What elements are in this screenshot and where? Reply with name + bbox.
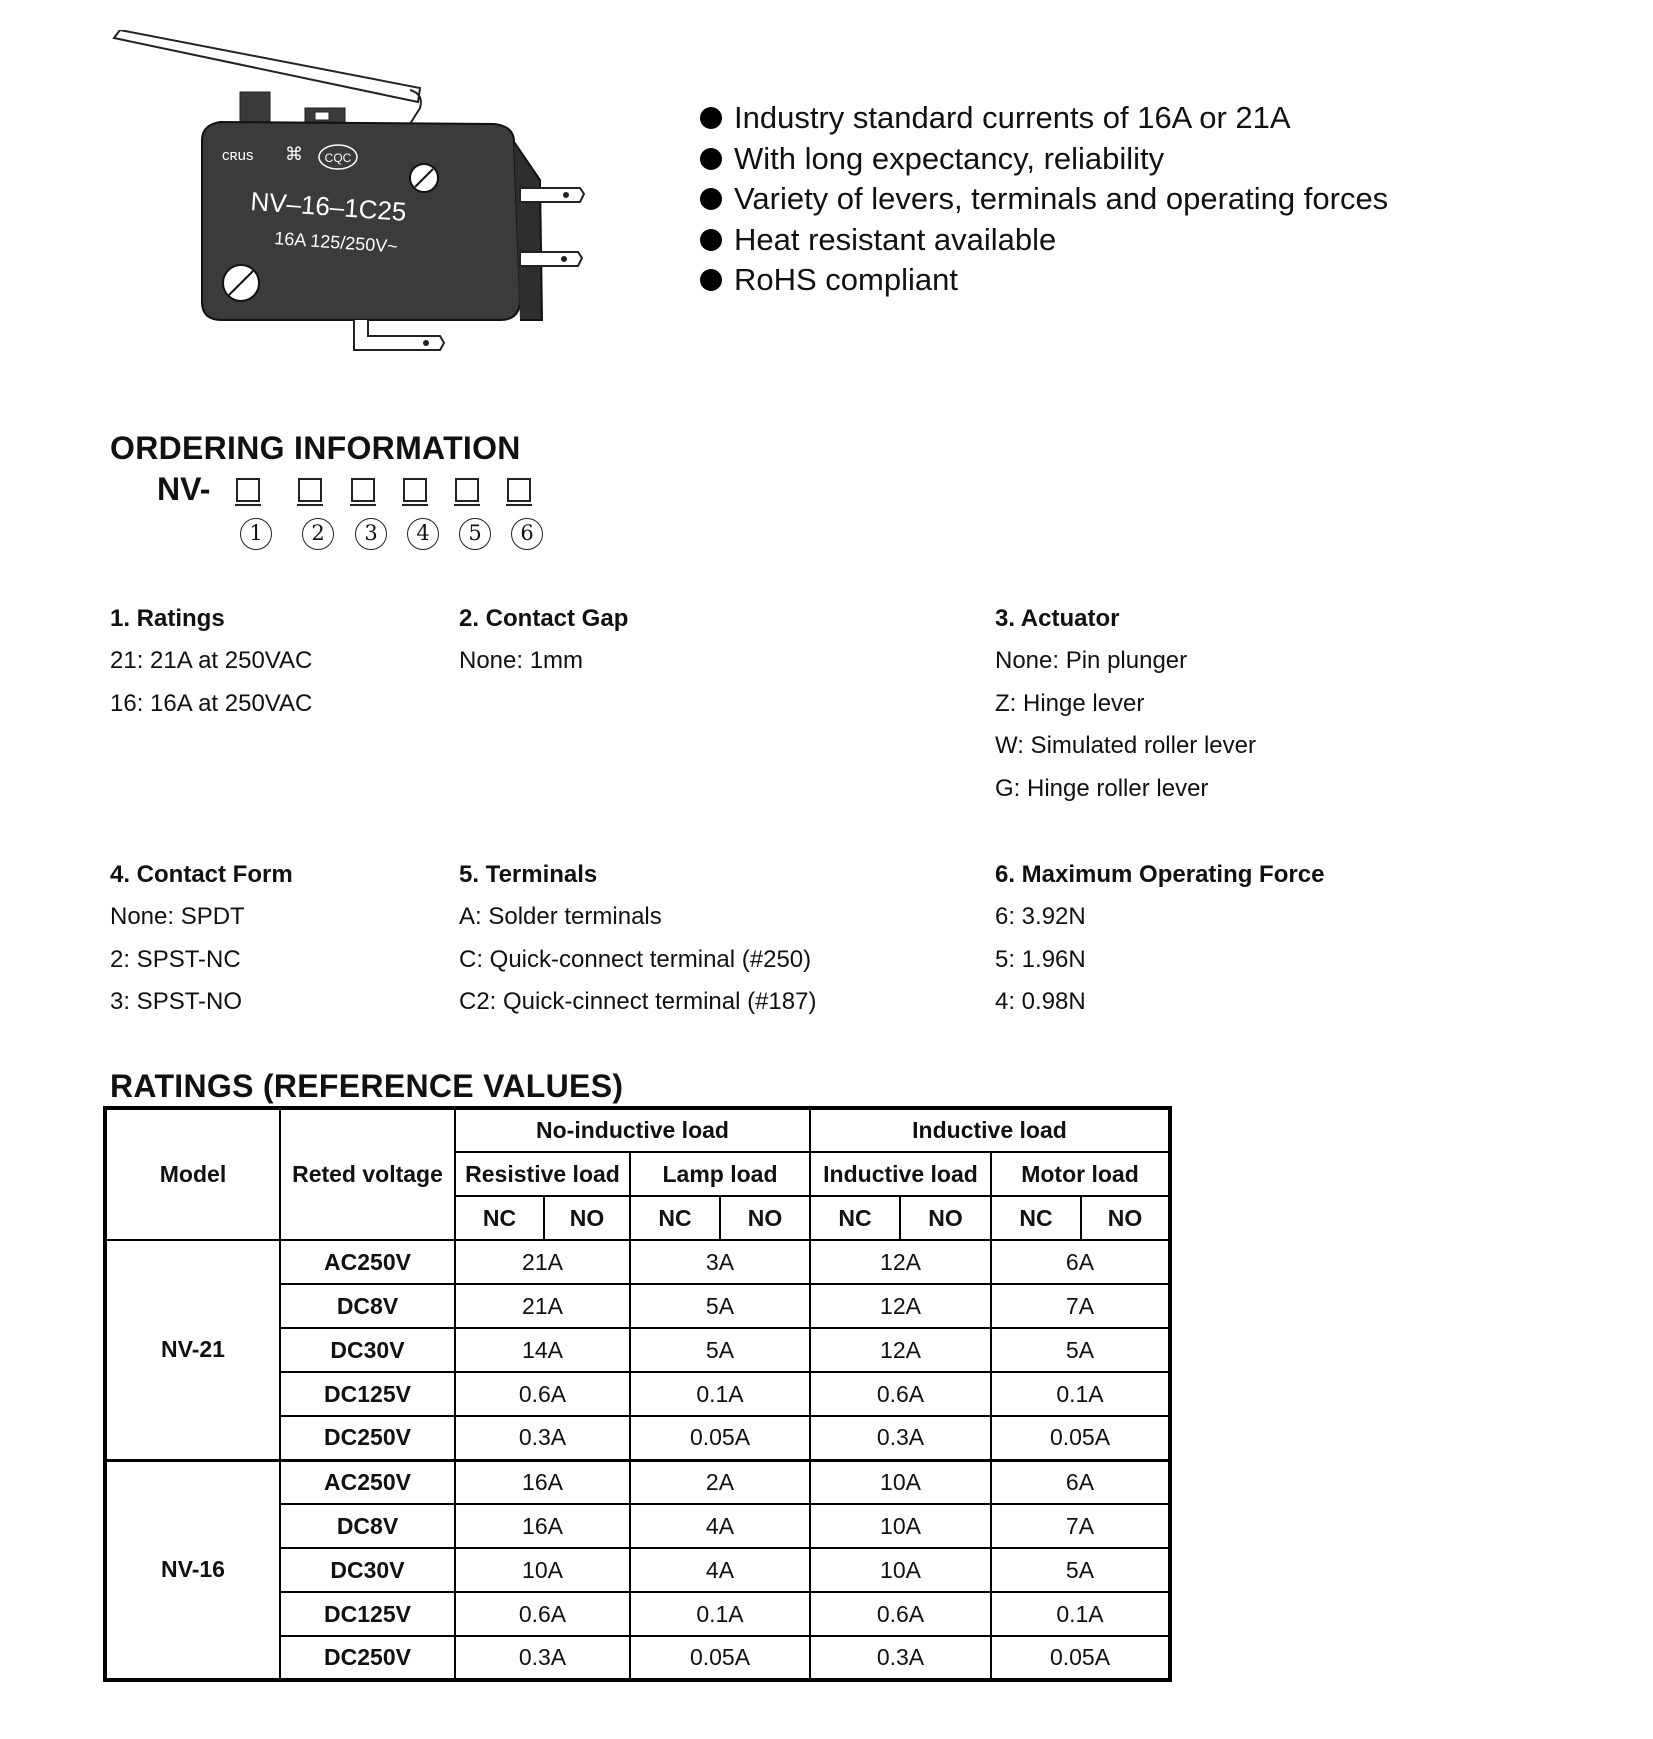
option-item: 3: SPST-NO (110, 988, 243, 1015)
lamp-load-cell: 0.05A (630, 1636, 810, 1680)
inductive-load-cell: 10A (810, 1460, 991, 1504)
table-row (105, 1240, 1170, 1284)
motor-load-cell: 7A (991, 1284, 1170, 1328)
option-item: Z: Hinge lever (995, 689, 1145, 717)
resistive-load-cell: 16A (455, 1504, 630, 1548)
header-motor-load: Motor load (991, 1152, 1170, 1196)
inductive-load-cell: 0.3A (810, 1416, 991, 1460)
code-box-5 (455, 478, 479, 502)
feature-text: Variety of levers, terminals and operating forces (734, 181, 1389, 216)
header-resistive-load: Resistive load (455, 1152, 630, 1196)
option-heading: 6. Maximum Operating Force (995, 861, 1325, 888)
resistive-load-cell: 0.6A (455, 1372, 630, 1416)
bullet-icon (700, 188, 722, 210)
option-item: None: Pin plunger (995, 647, 1188, 674)
lamp-load-cell: 4A (630, 1504, 810, 1548)
header-lamp-load: Lamp load (630, 1152, 810, 1196)
voltage-cell: DC8V (280, 1504, 455, 1548)
ratings-table-body (105, 1240, 1170, 1680)
voltage-cell: AC250V (280, 1460, 455, 1504)
option-heading: 2. Contact Gap (459, 605, 629, 632)
option-group-ratings (110, 604, 312, 731)
feature-list (700, 98, 1388, 301)
lamp-load-cell: 5A (630, 1328, 810, 1372)
motor-load-cell: 7A (991, 1504, 1170, 1548)
bullet-icon (700, 269, 722, 291)
code-position-3: 3 (355, 518, 387, 550)
inductive-load-cell: 10A (810, 1548, 991, 1592)
header-no: NO (1081, 1196, 1170, 1240)
motor-load-cell: 0.1A (991, 1592, 1170, 1636)
motor-load-cell: 6A (991, 1240, 1170, 1284)
voltage-cell: DC30V (280, 1548, 455, 1592)
feature-text: Heat resistant available (734, 221, 1057, 257)
bullet-icon (700, 107, 722, 129)
feature-item (700, 179, 1388, 220)
option-heading: 3. Actuator (995, 605, 1120, 632)
motor-load-cell: 0.05A (991, 1636, 1170, 1680)
ratings-title: RATINGS (REFERENCE VALUES) (110, 1068, 624, 1104)
resistive-load-cell: 0.3A (455, 1636, 630, 1680)
feature-item (700, 98, 1388, 139)
header-nc: NC (991, 1196, 1081, 1240)
voltage-cell: DC125V (280, 1372, 455, 1416)
resistive-load-cell: 16A (455, 1460, 630, 1504)
model-cell: NV-21 (105, 1240, 280, 1460)
option-group-contact-gap (459, 604, 628, 689)
option-group-actuator (995, 604, 1256, 816)
option-item: None: 1mm (459, 647, 584, 674)
inductive-load-cell: 12A (810, 1328, 991, 1372)
header-inductive-load: Inductive load (810, 1108, 1170, 1152)
inductive-load-cell: 0.3A (810, 1636, 991, 1680)
resistive-load-cell: 21A (455, 1284, 630, 1328)
option-group-terminals (459, 860, 816, 1030)
inductive-load-cell: 0.6A (810, 1592, 991, 1636)
header-model: Model (105, 1108, 280, 1240)
option-item: W: Simulated roller lever (995, 732, 1256, 759)
header-inductive-sub-load: Inductive load (810, 1152, 991, 1196)
feature-text: RoHS compliant (734, 262, 958, 297)
cqc-cert-mark: CQC (324, 151, 352, 165)
motor-load-cell: 0.05A (991, 1416, 1170, 1460)
inductive-load-cell: 0.6A (810, 1372, 991, 1416)
motor-load-cell: 5A (991, 1328, 1170, 1372)
micro-switch-illustration (110, 30, 670, 370)
option-item: 2: SPST-NC (110, 945, 241, 973)
ratings-table (103, 1106, 1172, 1682)
code-box-2 (298, 478, 322, 502)
code-position-5: 5 (459, 518, 491, 550)
option-item: 4: 0.98N (995, 988, 1086, 1015)
option-heading: 4. Contact Form (110, 861, 293, 888)
code-box-4 (403, 478, 427, 502)
option-heading: 1. Ratings (110, 605, 225, 632)
lamp-load-cell: 2A (630, 1460, 810, 1504)
option-item: None: SPDT (110, 903, 245, 930)
header-nc: NC (455, 1196, 544, 1240)
table-row (105, 1460, 1170, 1504)
option-group-max-force (995, 860, 1324, 1030)
inductive-load-cell: 12A (810, 1284, 991, 1328)
lamp-load-cell: 0.1A (630, 1592, 810, 1636)
lamp-load-cell: 5A (630, 1284, 810, 1328)
option-heading: 5. Terminals (459, 861, 598, 888)
resistive-load-cell: 10A (455, 1548, 630, 1592)
model-cell: NV-16 (105, 1460, 280, 1680)
header-non-inductive-load: No-inductive load (455, 1108, 810, 1152)
option-group-contact-form (110, 860, 293, 1030)
header-no: NO (900, 1196, 991, 1240)
model-marking: NV–16–1C25 (249, 186, 408, 227)
header-no: NO (544, 1196, 630, 1240)
motor-load-cell: 6A (991, 1460, 1170, 1504)
option-item: 5: 1.96N (995, 945, 1086, 973)
svg-text:⌘: ⌘ (285, 144, 303, 164)
resistive-load-cell: 14A (455, 1328, 630, 1372)
option-item: 16: 16A at 250VAC (110, 689, 313, 717)
ordering-information-title: ORDERING INFORMATION (110, 430, 521, 466)
lamp-load-cell: 0.1A (630, 1372, 810, 1416)
inductive-load-cell: 12A (810, 1240, 991, 1284)
bullet-icon (700, 148, 722, 170)
voltage-cell: DC125V (280, 1592, 455, 1636)
lamp-load-cell: 0.05A (630, 1416, 810, 1460)
feature-text: Industry standard currents of 16A or 21A (734, 100, 1291, 135)
resistive-load-cell: 21A (455, 1240, 630, 1284)
option-item: C: Quick-connect terminal (#250) (459, 945, 812, 973)
code-position-4: 4 (407, 518, 439, 550)
ul-cert-mark: cʀus (222, 147, 254, 164)
resistive-load-cell: 0.3A (455, 1416, 630, 1460)
rating-marking: 16A 125/250V~ (273, 228, 399, 257)
feature-item (700, 139, 1388, 180)
header-rated-voltage: Reted voltage (280, 1108, 455, 1240)
lamp-load-cell: 4A (630, 1548, 810, 1592)
code-box-3 (351, 478, 375, 502)
code-box-1 (236, 478, 260, 502)
voltage-cell: DC30V (280, 1328, 455, 1372)
header-nc: NC (630, 1196, 720, 1240)
resistive-load-cell: 0.6A (455, 1592, 630, 1636)
voltage-cell: AC250V (280, 1240, 455, 1284)
option-item: 6: 3.92N (995, 903, 1086, 930)
voltage-cell: DC250V (280, 1636, 455, 1680)
code-position-1: 1 (240, 518, 272, 550)
lamp-load-cell: 3A (630, 1240, 810, 1284)
ordering-code-prefix: NV- (157, 471, 211, 507)
voltage-cell: DC250V (280, 1416, 455, 1460)
feature-text: With long expectancy, reliability (734, 140, 1165, 176)
header-no: NO (720, 1196, 810, 1240)
feature-item (700, 220, 1388, 261)
option-item: 21: 21A at 250VAC (110, 647, 313, 674)
voltage-cell: DC8V (280, 1284, 455, 1328)
code-position-2: 2 (302, 518, 334, 550)
option-item: G: Hinge roller lever (995, 774, 1209, 802)
option-item: A: Solder terminals (459, 903, 662, 930)
header-nc: NC (810, 1196, 900, 1240)
motor-load-cell: 5A (991, 1548, 1170, 1592)
option-item: C2: Quick-cinnect terminal (#187) (459, 988, 817, 1015)
code-box-6 (507, 478, 531, 502)
inductive-load-cell: 10A (810, 1504, 991, 1548)
motor-load-cell: 0.1A (991, 1372, 1170, 1416)
bullet-icon (700, 229, 722, 251)
code-position-6: 6 (511, 518, 543, 550)
feature-item (700, 260, 1388, 301)
